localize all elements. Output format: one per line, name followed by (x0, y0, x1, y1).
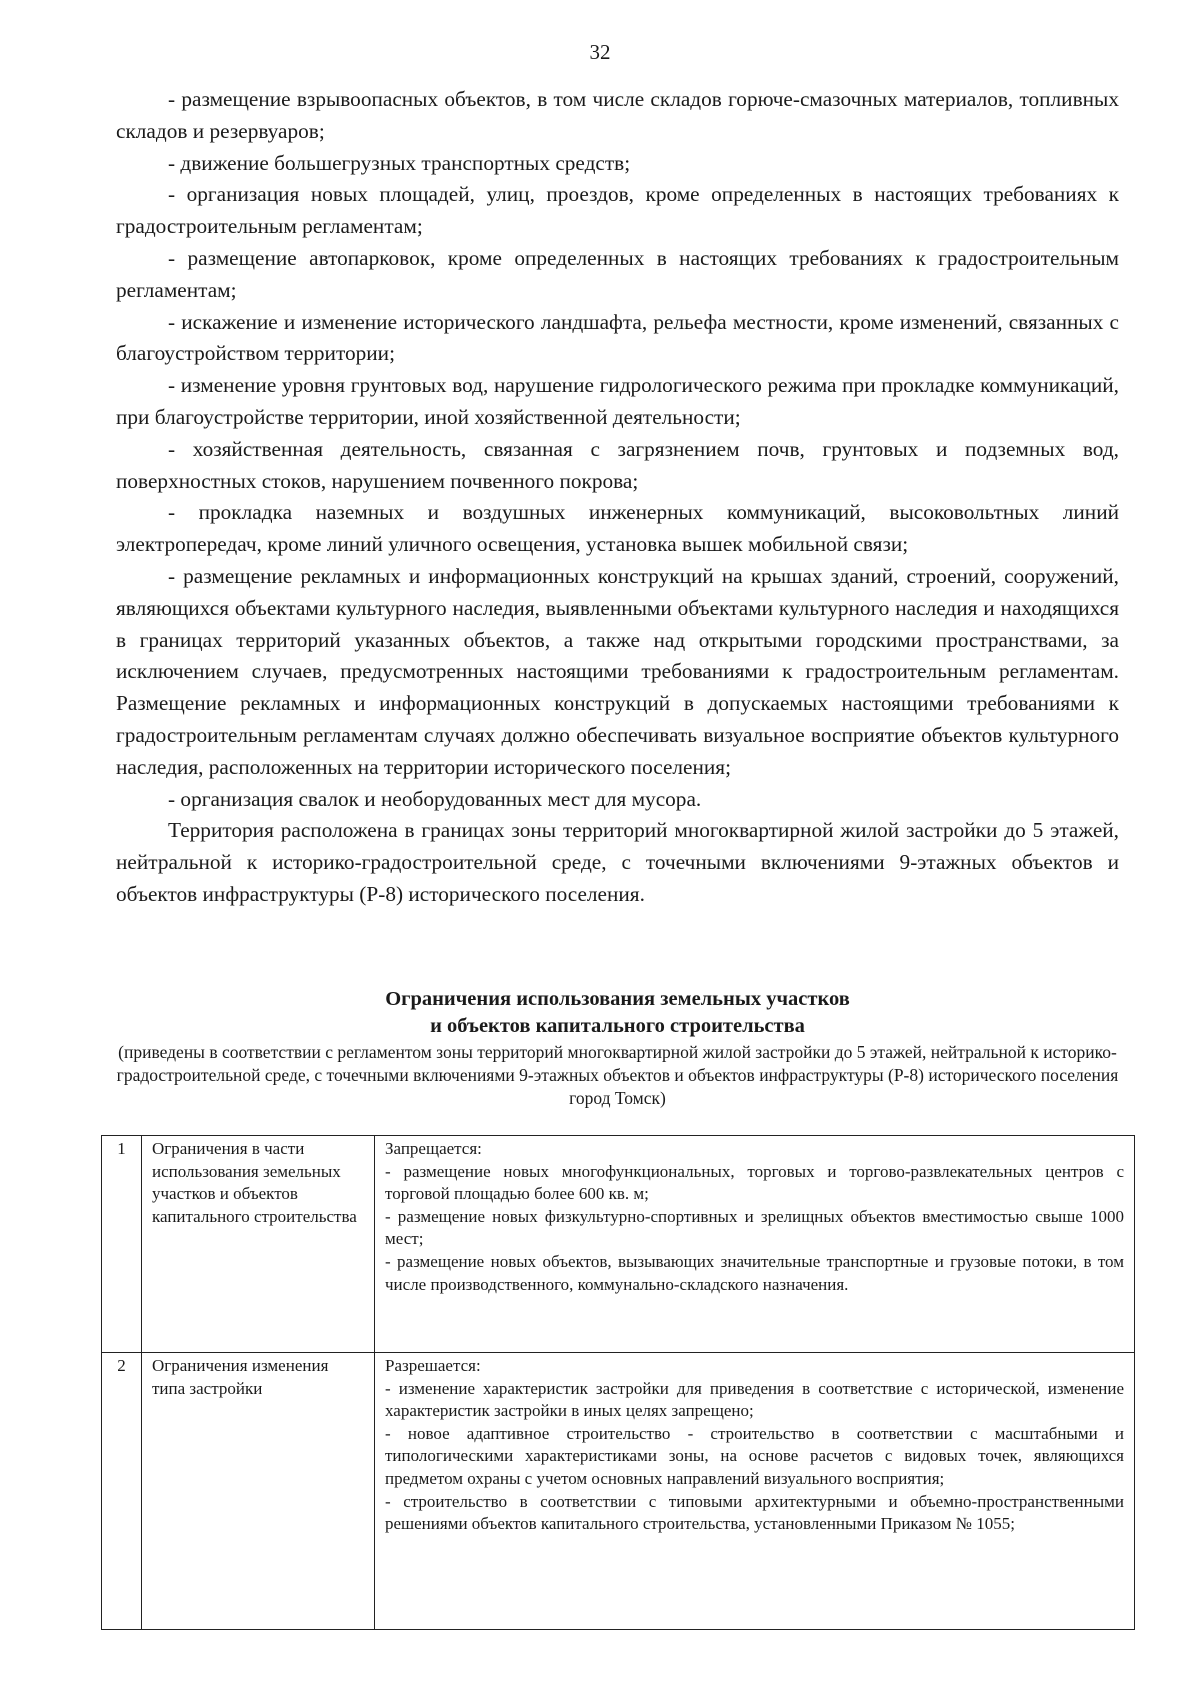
row-content (375, 1136, 1135, 1353)
paragraph: - размещение автопарковок, кроме определенных в настоящих требованиях к градостроительным регламентам; (116, 245, 1119, 302)
row-number: 2 (102, 1353, 142, 1630)
paragraph: Территория расположена в границах зоны территорий многоквартирной жилой застройки до 5 этажей, нейтральной к историко-градостроительной среде, с точечными включениями 9-этажных объектов и объектов инфраструктуры (Р-8) исторического поселения. (116, 818, 1119, 906)
body-text (116, 84, 1119, 911)
paragraph: - размещение взрывоопасных объектов, в том числе складов горюче-смазочных материалов, топливных складов и резервуаров; (116, 87, 1119, 143)
row-content (375, 1353, 1135, 1630)
section-note: (приведены в соответствии с регламентом зоны территорий многоквартирной жилой застройки до 5 этажей, нейтральной к историко-градостроительной среде, с точечными включениями 9-этажных объектов и объектов инфраструктуры (Р-8) исторического поселения город Томск) (116, 1042, 1119, 1108)
content-line: Запрещается: (385, 1139, 482, 1158)
page-number: 32 (589, 40, 611, 64)
paragraph: - организация свалок и необорудованных мест для мусора. (168, 786, 702, 811)
content-line: - размещение новых физкультурно-спортивных и зрелищных объектов вместимостью свыше 1000 мест; (385, 1206, 1124, 1249)
content-line: - строительство в соответствии с типовыми архитектурными и объемно-пространственными решениями объектов капитального строительства, установленными Приказом № 1055; (385, 1491, 1124, 1534)
restrictions-table (101, 1135, 1135, 1630)
paragraph: - размещение рекламных и информационных конструкций на крышах зданий, строений, сооружений, являющихся объектами культурного наследия, выявленными объектами культурного наследия и находящихся в границах территорий указанных объектов, а также над открытыми городскими пространствами, за исключением случаев, предусмотренных настоящими требованиями к градостроительным регламентам. Размещение рекламных и информационных конструкций в допускаемых настоящими требованиями к градостроительным регламентам случаях должно обеспечивать визуальное восприятие объектов культурного наследия, расположенных на территории исторического поселения; (116, 563, 1119, 779)
paragraph: - хозяйственная деятельность, связанная с загрязнением почв, грунтовых и подземных вод, поверхностных стоков, нарушением почвенного покрова; (116, 436, 1119, 493)
table-row (102, 1353, 1135, 1630)
section-title-line2: и объектов капитального строительства (430, 1015, 805, 1037)
paragraph: - искажение и изменение исторического ландшафта, рельефа местности, кроме изменений, связанных с благоустройством территории; (116, 309, 1119, 366)
section-title-line1: Ограничения использования земельных участков (385, 988, 850, 1010)
content-line: - изменение характеристик застройки для приведения в соответствие с исторической, изменение характеристик застройки в иных целях запрещено; (385, 1378, 1124, 1421)
paragraph: - организация новых площадей, улиц, проездов, кроме определенных в настоящих требованиях к градостроительным регламентам; (116, 182, 1119, 239)
paragraph: - прокладка наземных и воздушных инженерных коммуникаций, высоковольтных линий электропередач, кроме линий уличного освещения, установка вышек мобильной связи; (116, 500, 1119, 557)
content-line: - размещение новых многофункциональных, торговых и торгово-развлекательных центров с торговой площадью более 600 кв. м; (385, 1161, 1124, 1204)
content-line: Разрешается: (385, 1356, 481, 1375)
table-row (102, 1136, 1135, 1353)
section-heading (116, 986, 1119, 1110)
paragraph: - движение большегрузных транспортных средств; (168, 150, 631, 175)
row-number: 1 (102, 1136, 142, 1353)
row-name: Ограничения в части использования земельных участков и объектов капитального строительства (142, 1136, 375, 1353)
row-name: Ограничения изменения типа застройки (142, 1353, 375, 1630)
content-line: - размещение новых объектов, вызывающих значительные транспортные и грузовые потоки, в том числе производственного, коммунально-складского назначения. (385, 1251, 1124, 1294)
content-line: - новое адаптивное строительство - строительство в соответствии с масштабными и типологическими характеристиками зоны, на основе расчетов с видовых точек, являющихся предметом охраны с учетом основных направлений визуального восприятия; (385, 1423, 1124, 1488)
paragraph: - изменение уровня грунтовых вод, нарушение гидрологического режима при прокладке коммуникаций, при благоустройстве территории, иной хозяйственной деятельности; (116, 373, 1119, 429)
